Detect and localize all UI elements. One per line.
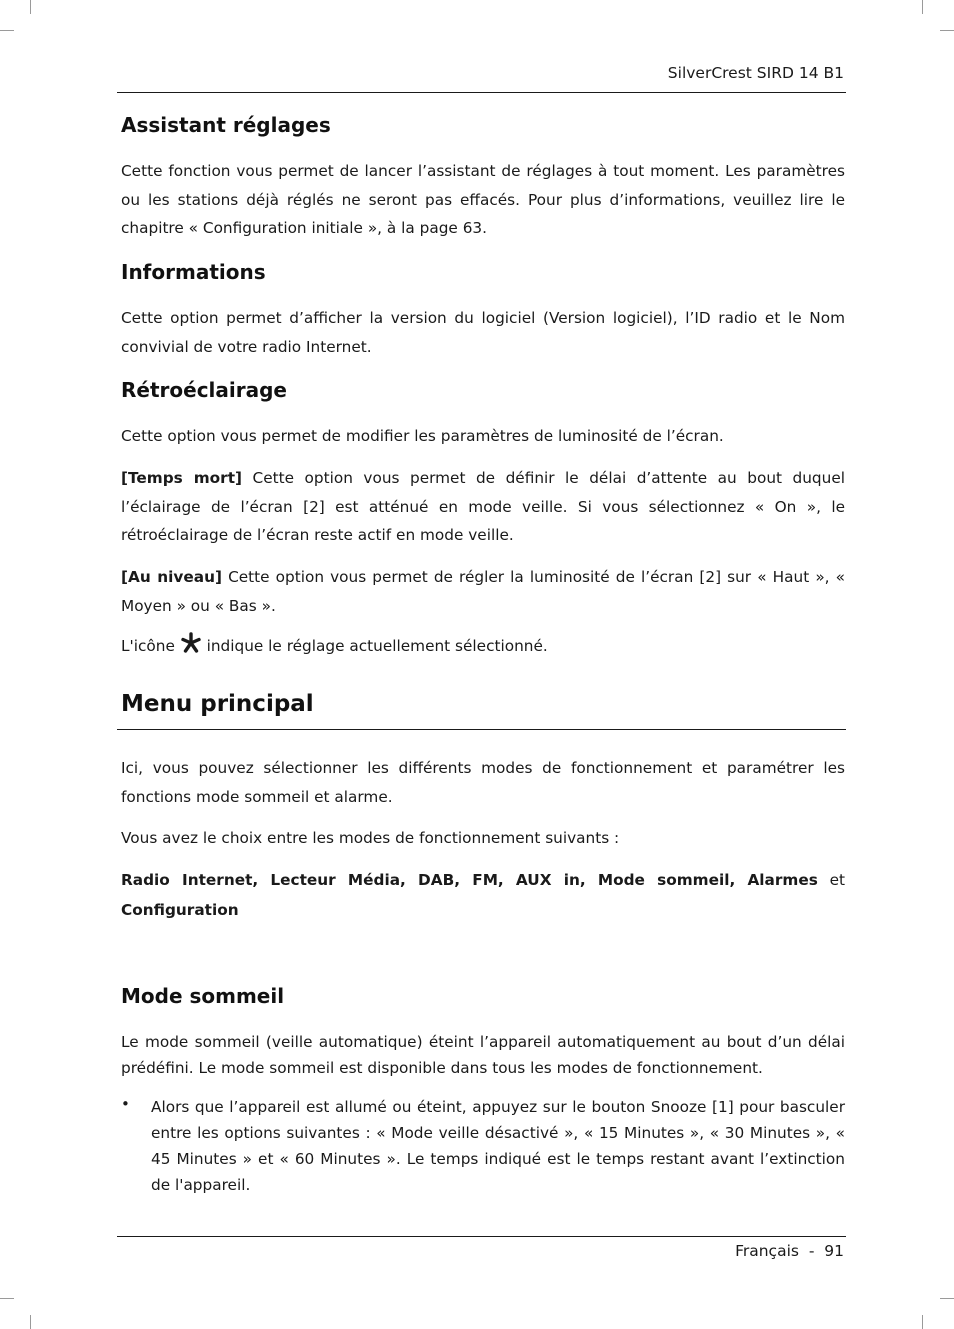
header-rule	[117, 92, 846, 93]
au-niveau-label: [Au niveau]	[121, 568, 222, 586]
crop-mark	[0, 30, 14, 31]
temps-mort-label: [Temps mort]	[121, 469, 243, 487]
asterisk-icon	[180, 632, 202, 654]
paragraph-sommeil: Le mode sommeil (veille automatique) éteint l’appareil automatiquement au bout d’un délai prédéfini. Le mode sommeil est disponible dans tous les modes de fonctionnement.	[121, 1033, 845, 1077]
temps-mort-text: Cette option vous permet de définir le délai d’attente au bout duquel l’éclairage de l’écran [2] est atténué en mode veille. Si vous sélectionnez « On », le rétroéclairage de l’écran reste actif en mode veille.	[121, 469, 845, 544]
modes-list-last: Configuration	[121, 901, 239, 919]
modes-list-bold: Radio Internet, Lecteur Média, DAB, FM, AUX in, Mode sommeil, Alarmes	[121, 871, 818, 889]
heading-assistant: Assistant réglages	[121, 113, 331, 137]
paragraph-informations: Cette option permet d’afficher la version du logiciel (Version logiciel), l’ID radio et le Nom convivial de votre radio Internet.	[121, 309, 845, 356]
paragraph-modes-list	[121, 865, 845, 925]
bullet-item-snooze: Alors que l’appareil est allumé ou éteint, appuyez sur le bouton Snooze [1] pour basculer entre les options suivantes : « Mode veille désactivé », « 15 Minutes », « 30 Minutes », « 45 Minutes » et « 60 Minutes ». Le temps indiqué est le temps restant avant l’extinction de l'appareil.	[151, 1098, 845, 1194]
heading-mode-sommeil: Mode sommeil	[121, 984, 285, 1008]
au-niveau-text: Cette option vous permet de régler la luminosité de l’écran [2] sur « Haut », « Moyen » ou « Bas ».	[121, 568, 845, 615]
paragraph-assistant: Cette fonction vous permet de lancer l’assistant de réglages à tout moment. Les paramètres ou les stations déjà réglés ne seront pas effacés. Pour plus d’informations, veuillez lire le chapitre « Configuration initiale », à la page 63.	[121, 162, 845, 237]
heading-retroeclairage: Rétroéclairage	[121, 378, 287, 402]
paragraph-icon-note	[121, 632, 845, 661]
header-product: SilverCrest SIRD 14 B1	[667, 64, 844, 82]
paragraph-menu-choice: Vous avez le choix entre les modes de fonctionnement suivants :	[121, 829, 620, 847]
footer-page-number: Français - 91	[735, 1242, 844, 1260]
modes-list-et: et	[817, 871, 845, 889]
crop-mark	[30, 1315, 31, 1329]
icon-note-after: indique le réglage actuellement sélectionné.	[201, 637, 548, 655]
bullet-symbol: •	[121, 1095, 130, 1113]
crop-mark	[922, 0, 923, 14]
crop-mark	[940, 1298, 954, 1299]
crop-mark	[0, 1298, 14, 1299]
paragraph-menu-intro: Ici, vous pouvez sélectionner les différents modes de fonctionnement et paramétrer les fonctions mode sommeil et alarme.	[121, 759, 845, 806]
crop-mark	[940, 30, 954, 31]
heading-menu-principal: Menu principal	[121, 691, 314, 717]
heading-informations: Informations	[121, 260, 266, 284]
icon-note-before: L'icône	[121, 637, 180, 655]
menu-rule	[117, 729, 846, 730]
paragraph-temps-mort	[121, 464, 845, 550]
footer-rule	[117, 1236, 846, 1237]
paragraph-retro-intro: Cette option vous permet de modifier les paramètres de luminosité de l’écran.	[121, 427, 724, 445]
paragraph-au-niveau	[121, 563, 845, 620]
crop-mark	[30, 0, 31, 14]
crop-mark	[922, 1315, 923, 1329]
